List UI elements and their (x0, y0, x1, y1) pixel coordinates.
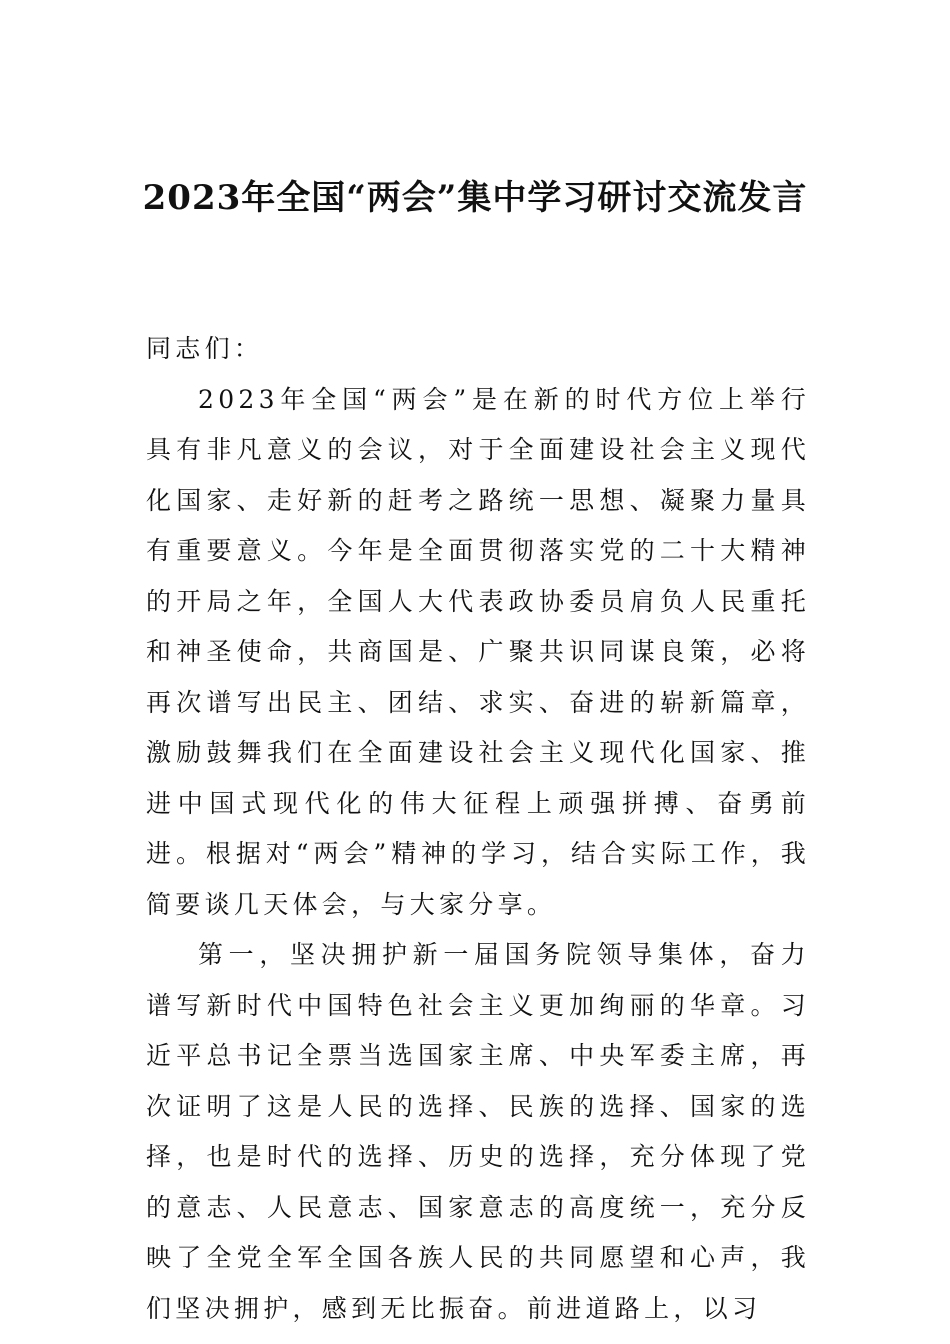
document-body (146, 324, 810, 1334)
salutation: 同志们： (146, 334, 264, 363)
paragraph-intro: 2023年全国“两会”是在新的时代方位上举行具有非凡意义的会议，对于全面建设社会主义现代化国家、走好新的赶考之路统一思想、凝聚力量具有重要意义。今年是全面贯彻落实党的二十大精神的开局之年，全国人大代表政协委员肩负人民重托和神圣使命，共商国是、广聚共识同谋良策，必将再次谱写出民主、团结、求实、奋进的崭新篇章，激励鼓舞我们在全面建设社会主义现代化国家、推进中国式现代化的伟大征程上顽强拼搏、奋勇前进。根据对“两会”精神的学习，结合实际工作，我简要谈几天体会，与大家分享。 (146, 384, 810, 919)
paragraph-first-point: 第一，坚决拥护新一届国务院领导集体，奋力谱写新时代中国特色社会主义更加绚丽的华章。习近平总书记全票当选国家主席、中央军委主席，再次证明了这是人民的选择、民族的选择、国家的选择，也是时代的选择、历史的选择，充分体现了党的意志、人民意志、国家意志的高度统一，充分反映了全党全军全国各族人民的共同愿望和心声，我们坚决拥护，感到无比振奋。前进道路上，以习 (146, 940, 810, 1323)
document-title: 2023年全国“两会”集中学习研讨交流发言 (142, 178, 808, 218)
